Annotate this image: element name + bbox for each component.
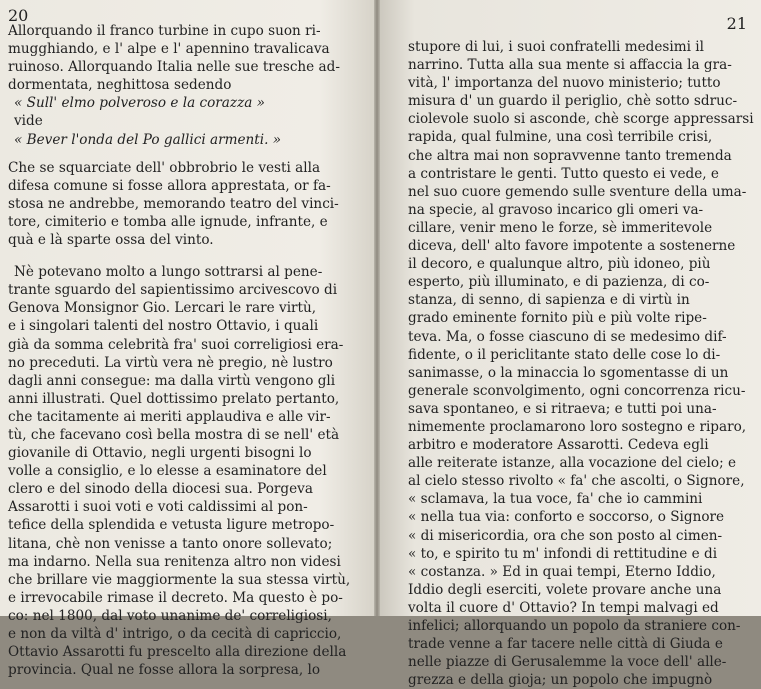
- page-number-right: 21: [726, 14, 747, 33]
- paragraph-gap: [8, 149, 362, 159]
- text-line: grezza e della gioja; un popolo che impugnò: [408, 672, 713, 689]
- text-line: volta il cuore d' Ottavio? In tempi malvagi ed: [408, 599, 719, 616]
- text-line: giovanile di Ottavio, negli urgenti bisogni lo: [8, 445, 312, 462]
- text-line: volle a consiglio, e lo elesse a esaminatore del: [8, 463, 327, 480]
- text-line: tefice della splendida e vetusta ligure metropo-: [8, 517, 335, 534]
- book-gutter: [374, 0, 380, 616]
- right-page: [376, 0, 761, 689]
- text-line: trade venne a far tacere nelle città di Giuda e: [408, 636, 723, 653]
- text-line: a contristare le genti. Tutto questo ei vede, e: [408, 165, 719, 182]
- text-line: che brillare vie maggiormente la sua stessa virtù,: [8, 571, 351, 588]
- text-line: arbitro e moderatore Assarotti. Cedeva egli: [408, 437, 709, 454]
- text-line: Allorquando il franco turbine in cupo suon ri-: [8, 23, 321, 39]
- text-line: « nella tua via: conforto e soccorso, o Signore: [408, 509, 725, 526]
- text-line: e irrevocabile rimase il decreto. Ma questo è po-: [8, 589, 343, 606]
- text-line: dormentata, neghittosa sedendo: [8, 77, 232, 94]
- text-line: ma indarno. Nella sua renitenza altro non videsi: [8, 553, 341, 570]
- text-line: stanza, di senno, di sapienza e di virtù in: [408, 292, 690, 309]
- text-line: sava spontaneo, e si ritraeva; e tutti poi una-: [408, 400, 717, 417]
- text-line: difesa comune si fosse allora apprestata, or fa-: [8, 177, 331, 194]
- text-line: Assarotti i suoi voti e voti caldissimi al pon-: [8, 499, 308, 516]
- text-line: infelici; allorquando un popolo da straniere con-: [408, 618, 741, 634]
- text-line: « sclamava, la tua voce, fa' che io cammini: [408, 491, 703, 508]
- text-line: « costanza. » Ed in quai tempi, Eterno Iddio,: [408, 563, 716, 580]
- text-line: narrino. Tutta alla sua mente si affaccia la gra-: [408, 57, 732, 74]
- text-line: Iddio degli eserciti, volete provare anche una: [408, 581, 722, 598]
- left-page: [0, 0, 376, 679]
- text-line: e non da viltà d' intrigo, o da cecità di capriccio,: [8, 626, 342, 642]
- text-line: nelle piazze di Gerusalemme la voce dell' alle-: [408, 654, 727, 671]
- text-line: che tacitamente ai meriti applaudiva e alle vir-: [8, 408, 331, 425]
- text-line: teva. Ma, o fosse ciascuno di se medesimo dif-: [408, 328, 727, 345]
- text-line: rapida, qual fulmine, una così terribile crisi,: [408, 129, 713, 146]
- text-line: il decoro, e qualunque altro, più idoneo, più: [408, 256, 711, 273]
- text-line: e i singolari talenti del nostro Ottavio, i quali: [8, 318, 319, 335]
- text-line: già da somma celebrità fra' suoi correligiosi era-: [8, 336, 344, 353]
- text-line: Ottavio Assarotti fu prescelto alla direzione della: [8, 644, 347, 661]
- text-line: che altra mai non sopravvenne tanto tremenda: [408, 147, 732, 164]
- text-line: grado eminente fornito più e più volte ripe-: [408, 310, 707, 327]
- text-line: Genova Monsignor Gio. Lercari le rare virtù,: [8, 300, 317, 317]
- text-line: generale sconvolgimento, ogni concorrenza ricu-: [408, 382, 746, 399]
- text-line: nel suo cuore gemendo sulle sventure della uma-: [408, 183, 747, 200]
- verse-quote-line: « Sull' elmo polveroso e la corazza »: [14, 95, 265, 112]
- text-line: misura d' un guardo il periglio, chè sotto sdruc-: [408, 93, 738, 110]
- text-line: trante sguardo del sapientissimo arcivescovo di: [8, 282, 338, 299]
- text-line: clero e del sinodo della diocesi sua. Porgeva: [8, 481, 313, 498]
- verse-quote-line: « Bever l'onda del Po gallici armenti. »: [14, 131, 282, 148]
- text-line: nimemente proclamarono loro sostegno e riparo,: [408, 418, 747, 435]
- text-line: alle reiterate istanze, alla vocazione del cielo; e: [408, 455, 737, 472]
- text-line: stupore di lui, i suoi confratelli medesimi il: [408, 39, 704, 55]
- text-line: litana, chè non venisse a tanto onore sollevato;: [8, 535, 333, 552]
- text-line: tù, che facevano così bella mostra di se nell' età: [8, 426, 340, 443]
- text-line: co: nel 1800, dal voto unanime de' correligiosi,: [8, 607, 332, 624]
- text-line: vità, l' importanza del nuovo ministerio; tutto: [408, 75, 721, 92]
- text-line: tore, cimiterio e tomba alle ignude, infrante, e: [8, 213, 328, 230]
- text-line: Nè potevano molto a lungo sottrarsi al pene-: [14, 264, 323, 281]
- text-line: provincia. Qual ne fosse allora la sorpresa, lo: [8, 662, 321, 679]
- text-line: vide: [14, 113, 43, 130]
- text-line: al cielo stesso rivolto « fa' che ascolti, o Signore,: [408, 473, 745, 490]
- text-line: anni illustrati. Quel dottissimo prelato pertanto,: [8, 390, 340, 407]
- text-line: quà e là sparte ossa del vinto.: [8, 232, 214, 249]
- text-line: dagli anni consegue: ma dalla virtù vengono gli: [8, 372, 336, 389]
- text-line: cillare, venir meno le forze, sè immeritevole: [408, 219, 713, 236]
- text-line: diceva, dell' alto favore impotente a sostenerne: [408, 238, 736, 255]
- text-line: mugghiando, e l' alpe e l' apennino travalicava: [8, 41, 330, 58]
- text-line: « to, e spirito tu m' infondi di rettitudine e di: [408, 545, 718, 562]
- text-line: na specie, al gravoso incarico gli omeri va-: [408, 201, 704, 218]
- text-line: fidente, o il periclitante stato delle cose lo di-: [408, 346, 721, 363]
- text-line: sanimasse, o la minaccia lo sgomentasse di un: [408, 364, 729, 381]
- text-line: stosa ne andrebbe, memorando teatro del vinci-: [8, 195, 339, 212]
- text-line: ruinoso. Allorquando Italia nelle sue tresche ad-: [8, 59, 340, 76]
- left-page-text: [8, 22, 362, 679]
- text-line: no preceduti. La virtù vera nè pregio, nè lustro: [8, 354, 333, 371]
- right-page-text: [408, 38, 754, 689]
- text-line: « di misericordia, ora che son posto al cimen-: [408, 527, 723, 544]
- text-line: Che se squarciate dell' obbrobrio le vesti alla: [8, 159, 321, 176]
- page-number-left: 20: [8, 6, 29, 25]
- paragraph-gap: [8, 249, 362, 263]
- text-line: ciolevole suolo si asconde, chè scorge appressarsi: [408, 111, 754, 128]
- text-line: esperto, più illuminato, e di pazienza, di co-: [408, 274, 710, 291]
